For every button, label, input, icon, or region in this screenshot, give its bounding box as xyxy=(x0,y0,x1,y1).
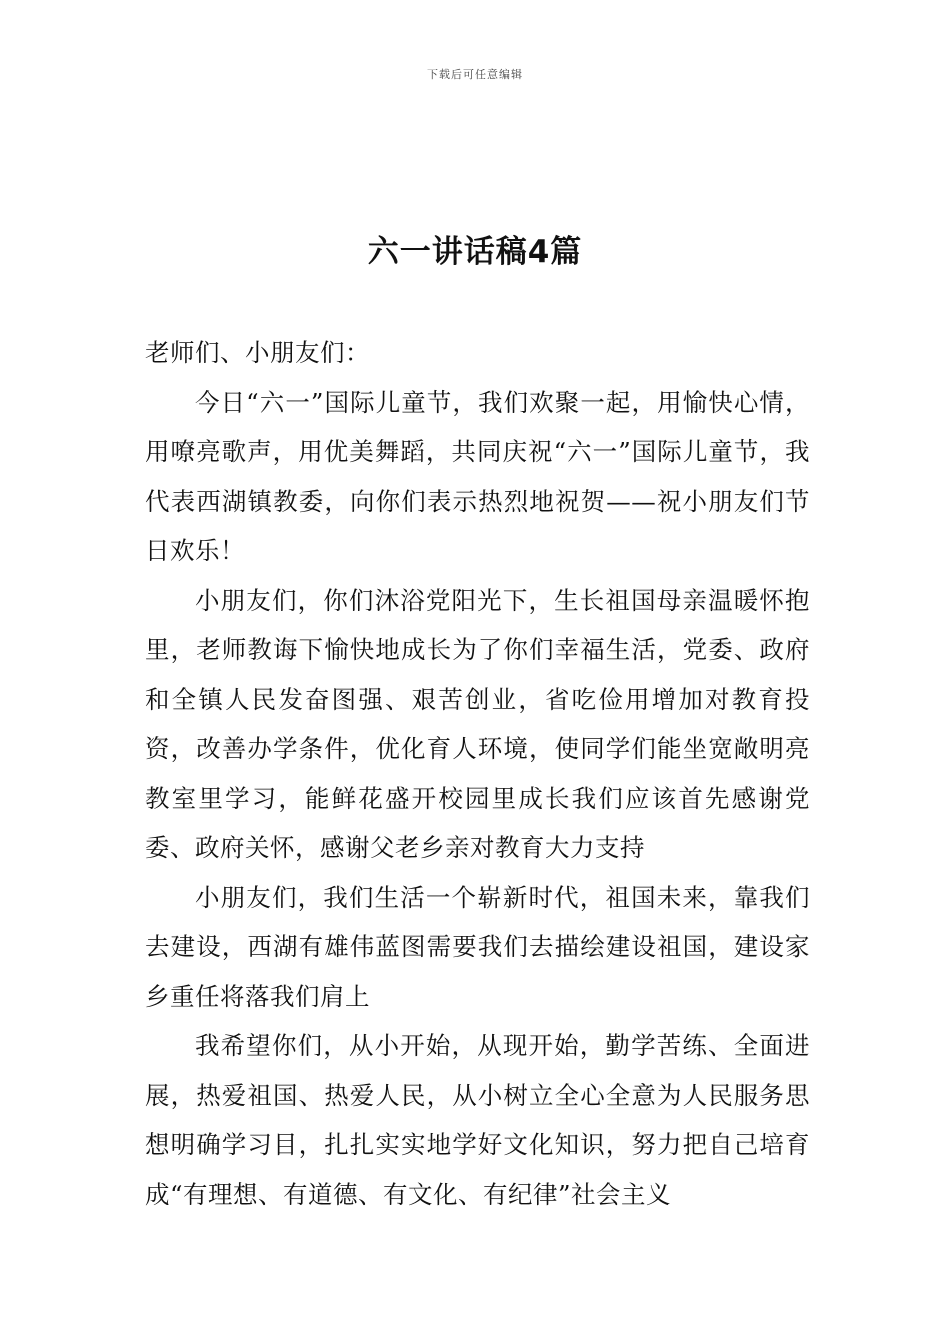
paragraph-2: 小朋友们，你们沐浴党阳光下，生长祖国母亲温暖怀抱里，老师教诲下愉快地成长为了你们幸福生活，党委、政府和全镇人民发奋图强、艰苦创业，省吃俭用增加对教育投资，改善办学条件，优化育人环境，使同学们能坐宽敞明亮教室里学习，能鲜花盛开校园里成长我们应该首先感谢党委、政府关怀，感谢父老乡亲对教育大力支持 xyxy=(145,585,810,862)
document-body xyxy=(145,328,810,1219)
greeting-line: 老师们、小朋友们： xyxy=(145,338,370,367)
document-title: 六一讲话稿4篇 xyxy=(367,234,583,270)
paragraph-4: 我希望你们，从小开始，从现开始，勤学苦练、全面进展，热爱祖国、热爱人民，从小树立全心全意为人民服务思想明确学习目，扎扎实实地学好文化知识，努力把自己培育成“有理想、有道德、有文化、有纪律”社会主义 xyxy=(145,1031,810,1209)
header-note: 下载后可任意编辑 xyxy=(427,68,523,81)
paragraph-3: 小朋友们，我们生活一个崭新时代，祖国未来，靠我们去建设，西湖有雄伟蓝图需要我们去描绘建设祖国，建设家乡重任将落我们肩上 xyxy=(145,882,810,1011)
paragraph-1: 今日“六一”国际儿童节，我们欢聚一起，用愉快心情，用嘹亮歌声，用优美舞蹈，共同庆祝“六一”国际儿童节，我代表西湖镇教委，向你们表示热烈地祝贺——祝小朋友们节日欢乐！ xyxy=(145,387,810,565)
